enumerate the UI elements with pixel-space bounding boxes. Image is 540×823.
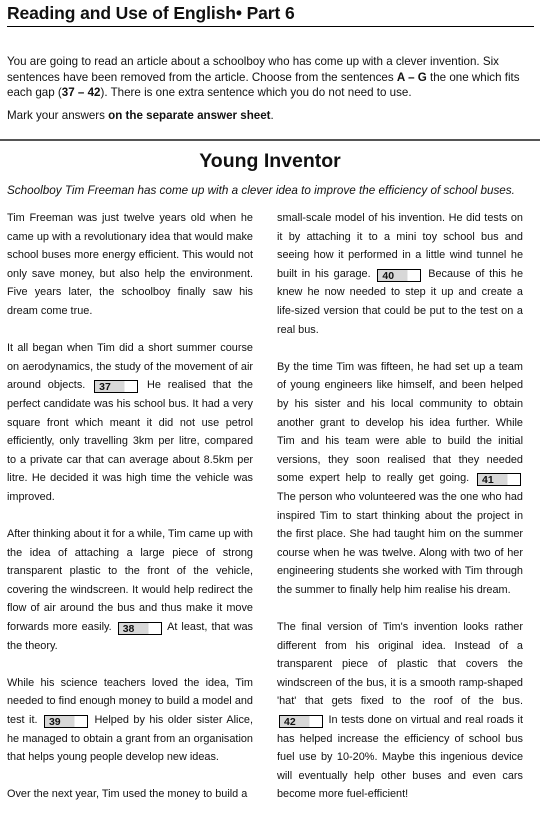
paragraph: After thinking about it for a while, Tim came up with the idea of attaching a large piece of strong transparent plastic to the front of the vehicle, covering the windscreen. It would help redirect the flow of air around the bus and thus make it move forwards more easily. 38 At least, that was the theory. bbox=[7, 528, 253, 652]
paragraph: small-scale model of his invention. He did tests on it by attaching it to a mini toy school bus and seeing how it performed in a little wind tunnel he built in his garage. 40 Because of this he knew he now needed to step it up and create a life-sized version that could be put to the test on a real bus. bbox=[277, 212, 524, 336]
article-subtitle: Schoolboy Tim Freeman has come up with a clever idea to improve the efficiency of school buses. bbox=[7, 184, 515, 197]
article-title: Young Inventor bbox=[199, 150, 341, 172]
gap-42-box: 42 bbox=[279, 715, 323, 728]
gap-39-box: 39 bbox=[44, 715, 88, 728]
paragraph: By the time Tim was fifteen, he had set up a team of young engineers like himself, and been helped by his sister and his local community to obtain another grant to develop his idea further. While Tim and his team were able to build the initial versions, they soon realised that they needed some expert help to really get going. 41 The person who volunteered was the one who had inspired Tim to start thinking about the project in the first place. She had taught him on the summer course when he was twelve. Along with two of her engineering students she worked with Tim through the summer to finally help him realise his dream. bbox=[277, 360, 523, 596]
divider bbox=[0, 139, 540, 141]
instructions-text: You are going to read an article about a schoolboy who has come up with a clever invention. Six sentences have been removed from the article. Choose from the sentences A – G the one which fits each gap (37 – 42). There is one extra sentence which you do not need to use. bbox=[7, 55, 520, 99]
page-title: Reading and Use of English• Part 6 bbox=[7, 3, 295, 23]
gap-38-box: 38 bbox=[118, 622, 162, 635]
paragraph: It all began when Tim did a short summer course on aerodynamics, the study of the movement of air around objects. 37 He realised that the perfect candidate was his school bus. It had a very square front which meant it did not use petrol efficiently, only travelling 3km per litre, compared to a private car that can average about 8.5km per litre. He decided it was high time the vehicle was improved. bbox=[7, 342, 253, 503]
article-left-column bbox=[7, 209, 253, 823]
gap-41-box: 41 bbox=[477, 473, 521, 486]
instructions bbox=[7, 54, 532, 123]
paragraph: Over the next year, Tim used the money to build a bbox=[7, 788, 248, 801]
paragraph: Tim Freeman was just twelve years old when he came up with a revolutionary idea that would make school buses more energy efficient. This would not only save money, but also help the environment. Five years later, the schoolboy finally saw his dream come true. bbox=[7, 212, 253, 317]
answer-sheet-instruction: Mark your answers on the separate answer sheet. bbox=[7, 108, 274, 122]
gap-37-box: 37 bbox=[94, 380, 138, 393]
paragraph: While his science teachers loved the idea, Tim needed to find enough money to build a model and test it. 39 Helped by his older sister Alice, he managed to obtain a grant from an organisation that helps young people develop new ideas. bbox=[7, 676, 253, 764]
page-header bbox=[7, 0, 534, 27]
article-right-column bbox=[277, 209, 523, 823]
paragraph: The final version of Tim's invention looks rather different from his original idea. Instead of a transparent piece of plastic that covers the windscreen of the bus, it is a smooth ramp-shaped 'hat' that gets fixed to the roof of the bus. 42 In tests done on virtual and real roads it has helped increase the efficiency of school bus fuel use by 10-20%. Maybe this ingenious device will eventually help other buses and even cars become more fuel-efficient! bbox=[277, 621, 523, 801]
gap-40-box: 40 bbox=[377, 269, 421, 282]
